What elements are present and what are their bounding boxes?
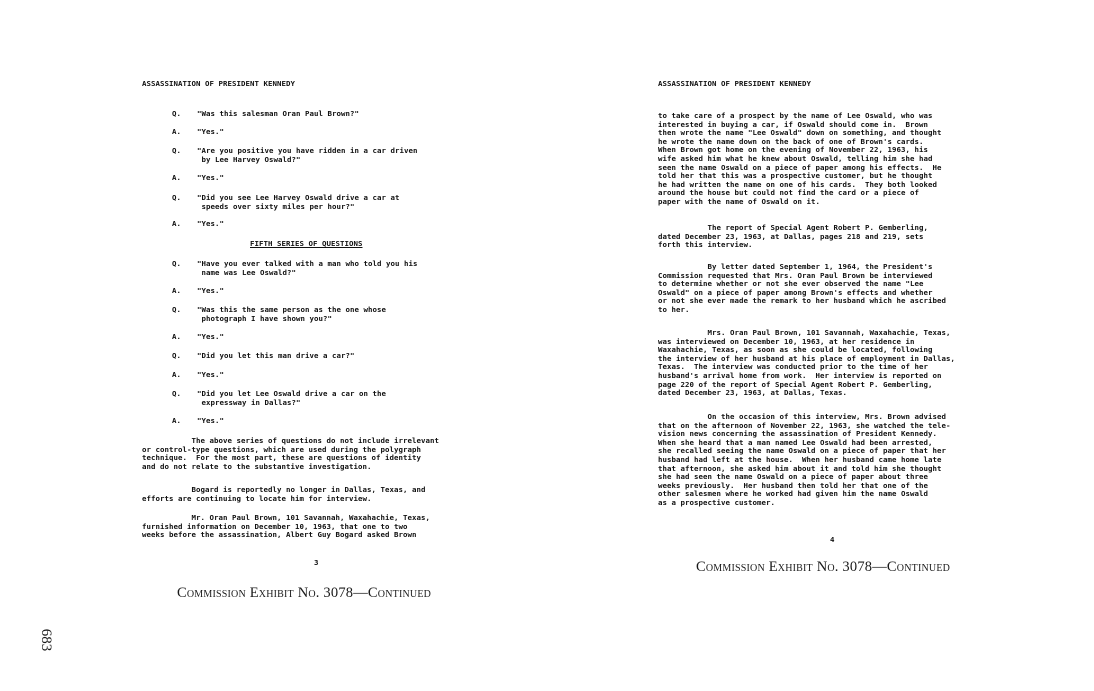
qa-text: "Yes." xyxy=(197,370,224,379)
body-paragraph: Mr. Oran Paul Brown, 101 Savannah, Waxahachie, Texas, furnished information on December 10, 1963, that one to two weeks before the assassination, Albert Guy Bogard asked Brown xyxy=(142,513,430,540)
qa-tag: Q. xyxy=(172,351,181,360)
qa-text: "Yes." xyxy=(197,286,224,295)
exhibit-caption: Commission Exhibit No. 3078—Continued xyxy=(696,559,951,575)
body-paragraph: The report of Special Agent Robert P. Gemberling, dated December 23, 1963, at Dallas, pages 218 and 219, sets forth this interview. xyxy=(658,223,928,250)
qa-text: "Yes." xyxy=(197,173,224,182)
body-paragraph: By letter dated September 1, 1964, the President's Commission requested that Mrs. Oran Paul Brown be interviewed to determine whether or not she ever observed the name "Lee Oswald" on a piece of paper among Brown's effects and whether or not she ever made the remark to her husband which he ascribed to her. xyxy=(658,262,946,314)
body-paragraph: Bogard is reportedly no longer in Dallas, Texas, and efforts are continuing to locate him for interview. xyxy=(142,485,426,503)
qa-tag: A. xyxy=(172,416,181,425)
qa-tag: Q. xyxy=(172,146,181,155)
qa-text: "Yes." xyxy=(197,416,224,425)
qa-tag: A. xyxy=(172,127,181,136)
body-paragraph: Mrs. Oran Paul Brown, 101 Savannah, Waxahachie, Texas, was interviewed on December 10, 1963, at her residence in Waxahachie, Texas, as soon as she could be located, following the interview of her husband at his place of employment in Dallas, Texas. The interview was conducted prior to the time of her husband's arrival home from work. Her interview is reported on page 220 of the report of Special Agent Robert P. Gemberling, dated December 23, 1963, at Dallas, Texas. xyxy=(658,328,955,398)
qa-text: "Yes." xyxy=(197,219,224,228)
qa-text: "Was this salesman Oran Paul Brown?" xyxy=(197,109,359,118)
qa-text: "Yes." xyxy=(197,332,224,341)
running-header: ASSASSINATION OF PRESIDENT KENNEDY xyxy=(658,79,811,88)
qa-tag: A. xyxy=(172,173,181,182)
exhibit-caption: Commission Exhibit No. 3078—Continued xyxy=(177,585,432,601)
page-number: 3 xyxy=(314,558,319,567)
qa-text: "Was this the same person as the one whose photograph I have shown you?" xyxy=(197,305,386,323)
running-header: ASSASSINATION OF PRESIDENT KENNEDY xyxy=(142,79,295,88)
qa-tag: Q. xyxy=(172,193,181,202)
qa-tag: Q. xyxy=(172,259,181,268)
body-paragraph: to take care of a prospect by the name of Lee Oswald, who was interested in buying a car, if Oswald should come in. Brown then wrote the name "Lee Oswald" down on something, and thought he wrote the name down on the back of one of Brown's cards. When Brown got home on the evening of November 22, 1963, his wife asked him what he knew about Oswald, telling him she had seen the name Oswald on a piece of paper among his effects. He told her that this was a prospective customer, but he thought he had written the name on one of his cards. They both looked around the house but could not find the card or a piece of paper with the name of Oswald on it. xyxy=(658,111,942,206)
qa-text: "Did you see Lee Harvey Oswald drive a car at speeds over sixty miles per hour?" xyxy=(197,193,400,211)
section-heading: FIFTH SERIES OF QUESTIONS xyxy=(250,239,363,248)
qa-text: "Are you positive you have ridden in a car driven by Lee Harvey Oswald?" xyxy=(197,146,418,164)
qa-tag: A. xyxy=(172,332,181,341)
body-paragraph: The above series of questions do not include irrelevant or control-type questions, which are used during the polygraph technique. For the most part, these are questions of identity and do not relate to the substantive investigation. xyxy=(142,436,439,471)
qa-text: "Did you let Lee Oswald drive a car on the expressway in Dallas?" xyxy=(197,389,386,407)
body-paragraph: On the occasion of this interview, Mrs. Brown advised that on the afternoon of November 22, 1963, she watched the tele- vision news concerning the assassination of President Kennedy. When she heard that a man named Lee Oswald had been arrested, she recalled seeing the name Oswald on a piece of paper that her husband had left at the house. When her husband came home late that afternoon, she asked him about it and told him she thought she had seen the name Oswald on a piece of paper about three weeks previously. Her husband then told her that one of the other salesmen where he worked had given him the name Oswald as a prospective customer. xyxy=(658,412,951,507)
qa-tag: Q. xyxy=(172,389,181,398)
qa-text: "Did you let this man drive a car?" xyxy=(197,351,355,360)
page-number: 4 xyxy=(830,535,835,544)
qa-text: "Have you ever talked with a man who told you his name was Lee Oswald?" xyxy=(197,259,418,277)
qa-tag: A. xyxy=(172,286,181,295)
margin-page-number: 683 xyxy=(38,628,54,652)
qa-text: "Yes." xyxy=(197,127,224,136)
qa-tag: Q. xyxy=(172,109,181,118)
qa-tag: A. xyxy=(172,219,181,228)
answer-item xyxy=(142,220,522,254)
qa-tag: Q. xyxy=(172,305,181,314)
qa-tag: A. xyxy=(172,370,181,379)
